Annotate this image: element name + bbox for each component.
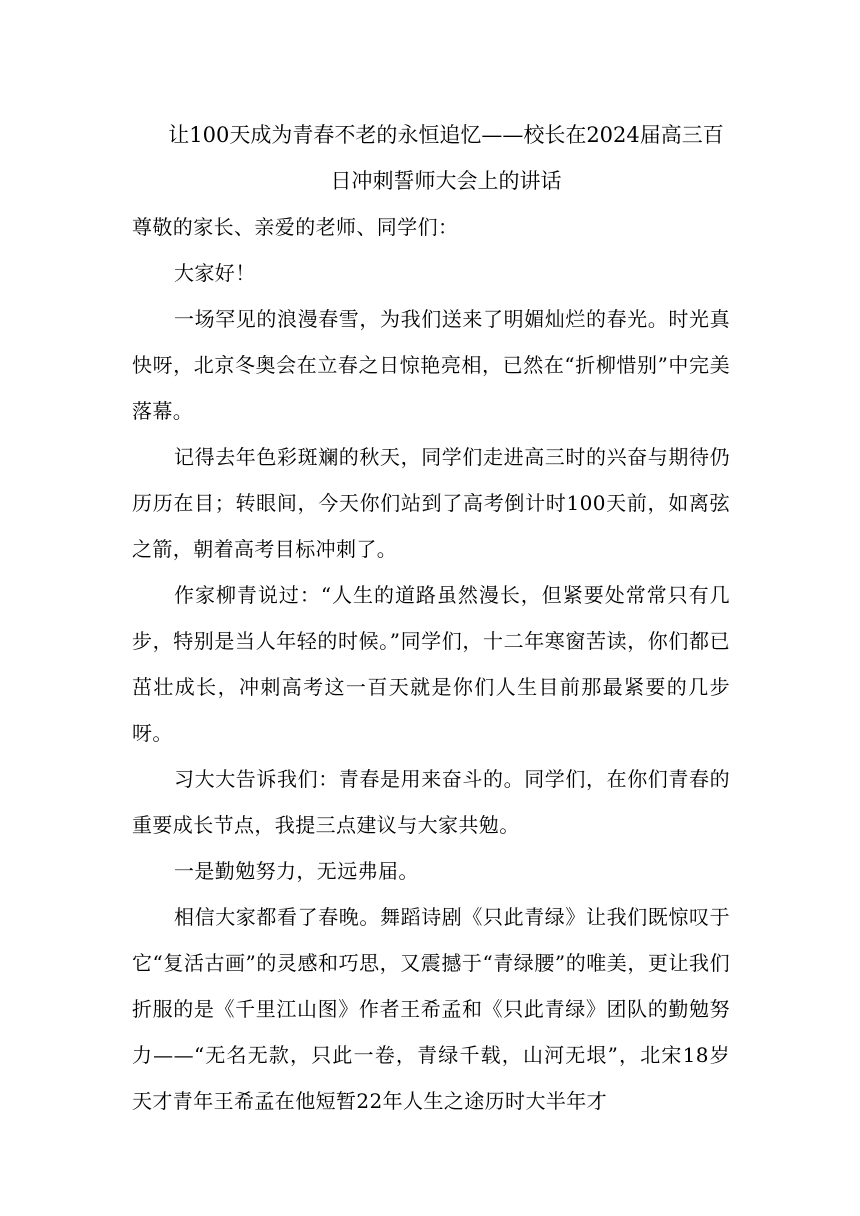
document-page	[132, 112, 730, 1124]
paragraph-liu-qing-quote: 作家柳青说过：“人生的道路虽然漫长，但紧要处常常只有几步，特别是当人年轻的时候。”同学们，十二年寒窗苦读，你们都已茁壮成长，冲刺高考这一百天就是你们人生目前那最紧要的几步呀。	[132, 583, 730, 745]
paragraph-youth-struggle: 习大大告诉我们：青春是用来奋斗的。同学们，在你们青春的重要成长节点，我提三点建议与大家共勉。	[132, 767, 730, 837]
paragraph-spring-snow: 一场罕见的浪漫春雪，为我们送来了明媚灿烂的春光。时光真快呀，北京冬奥会在立春之日惊艳亮相，已然在“折柳惜别”中完美落幕。	[132, 307, 730, 423]
paragraph-autumn-memory: 记得去年色彩斑斓的秋天，同学们走进高三时的兴奋与期待仍历历在目；转眼间，今天你们站到了高考倒计时100天前，如离弦之箭，朝着高考目标冲刺了。	[132, 445, 730, 561]
salutation: 尊敬的家长、亲爱的老师、同学们：	[132, 215, 459, 239]
paragraph-greeting: 大家好！	[174, 261, 256, 285]
paragraph-point-one: 一是勤勉努力，无远弗届。	[174, 859, 419, 883]
document-title: 让100天成为青春不老的永恒追忆——校长在2024届高三百日冲刺誓师大会上的讲话	[168, 123, 724, 193]
paragraph-spring-gala: 相信大家都看了春晚。舞蹈诗剧《只此青绿》让我们既惊叹于它“复活古画”的灵感和巧思，又震撼于“青绿腰”的唯美，更让我们折服的是《千里江山图》作者王希孟和《只此青绿》团队的勤勉努力——“无名无款，只此一卷，青绿千载，山河无垠”，北宋18岁天才青年王希孟在他短暂22年人生之途历时大半年才	[132, 905, 730, 1113]
